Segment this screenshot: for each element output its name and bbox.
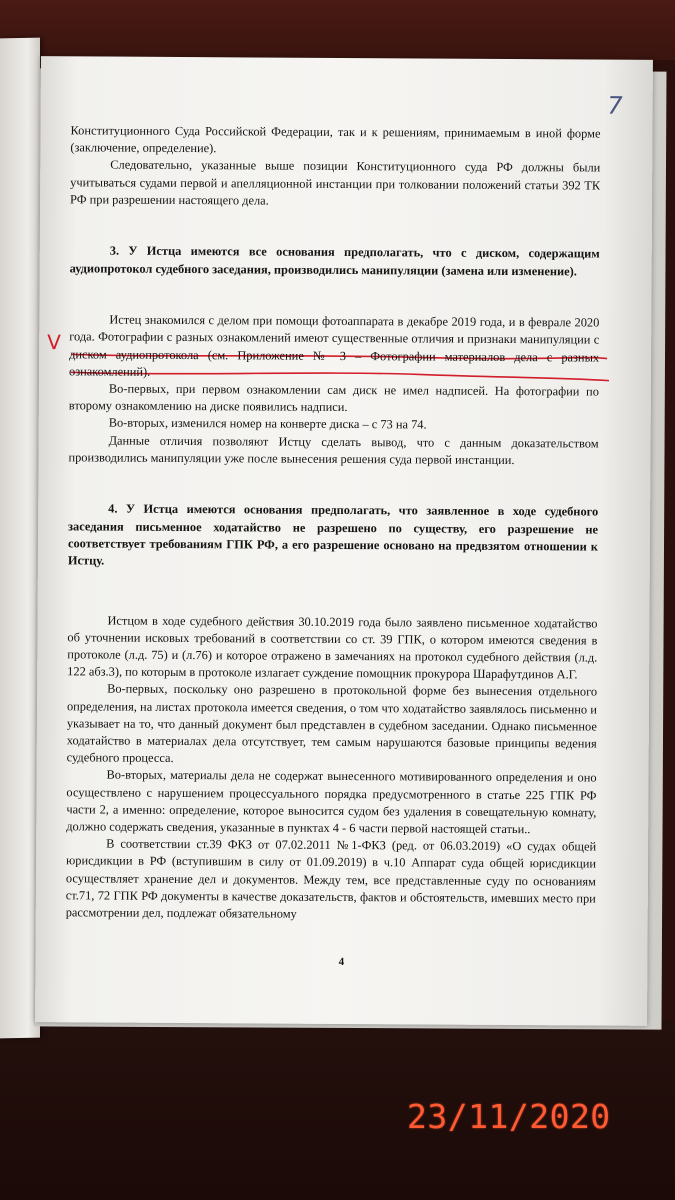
paragraph-continuation: Конституционного Суда Российской Федерации, так и к решениям, принимаемым в иной форме (заключение, определение). bbox=[70, 123, 601, 156]
page-number: 4 bbox=[338, 955, 345, 969]
paragraph-photos-text: Истец знакомился с делом при помощи фотоаппарата в декабре 2019 года, и в феврале 2020 года. Фотографии с разных ознакомлений имеют существенные отличия и bbox=[69, 312, 600, 347]
paragraph-motion: Истцом в ходе судебного действия 30.10.2019 года было заявлено письменное ходатайство об уточнении исковых требований в соответствии со ст. 39 ГПК, о котором имеются сведения в протоколе (л.д. 75) и (л.76) и которое отражено в замечаниях на протокол судебного действия (л.д. 122 абз.3), по которым в протоколе излагает суждение помощник прокурора Шарафутдинов А.Г. bbox=[67, 613, 598, 682]
background-top bbox=[0, 0, 675, 60]
paragraph-conclusion: Следовательно, указанные выше позиции Конституционного суда РФ должны были учитываться судами первой и апелляционной инстанции при толковании положений статьи 392 ТК РФ при разрешении настоящего дела. bbox=[70, 157, 601, 208]
paragraph-differences: Данные отличия позволяют Истцу сделать вывод, что с данным доказательством производились манипуляции уже после вынесения решения суда первой инстанции. bbox=[68, 433, 599, 467]
paragraph-photos bbox=[69, 312, 599, 384]
underlined-text: признаки манипуляции с диском аудиопротокола (см. Приложение № 3 – Фотографии материалов дела с разных ознакомлений). bbox=[68, 332, 600, 379]
section-heading-3: 3. У Истца имеются все основания предполагать, что с диском, содержащим аудиопротокол судебного заседания, производились манипуляции (замена или изменение). bbox=[69, 243, 600, 279]
paragraph-first-point: Во-первых, при первом ознакомлении сам диск не имел надписей. На фотографии по второму ознакомлению на диске появились надписи. bbox=[68, 381, 599, 415]
paragraph-law-reference: В соответствии ст.39 ФКЗ от 07.02.2011 №1-ФКЗ (ред. от 06.03.2019) «О судах общей юрисдикции в РФ (вступившим в силу от 01.09.2019) в ч.10 Аппарат суда общей юрисдикции осуществляет хранение дел и документов. Между тем, все представленные суду по основаниям ст.71, 72 ГПК РФ документы в качестве доказательств, фактов и обстоятельств, имевших место при рассмотрении дел, подлежат обязательному bbox=[65, 836, 597, 921]
handwritten-page-mark: 7 bbox=[607, 91, 623, 120]
photo-date-stamp: 23/11/2020 bbox=[407, 1097, 611, 1136]
document-page bbox=[35, 56, 653, 1026]
section-heading-4: 4. У Истца имеются основания предполагать, что заявленное в ходе судебного заседания письменное ходатайство не разрешено по существу, его разрешение не соответствует требованиям ГПК РФ, а его разрешение основано на предвзятом отношении к Истцу. bbox=[67, 501, 599, 568]
paragraph-first-motion: Во-первых, поскольку оно разрешено в протокольной форме без вынесения отдельного определения, на листах протокола имеется сведения, о том что ходатайство заявлялось письменно и указывает на то, что данный документ был представлен в судебном заседании. Однако письменное ходатайство в материалах дела отсутствует, тем самым нарушаются базовые принципы ведения судебного процесса. bbox=[66, 681, 598, 766]
paragraph-second-point: Во-вторых, изменился номер на конверте диска – с 73 на 74. bbox=[108, 415, 427, 432]
paragraph-second-motion: Во-вторых, материалы дела не содержат вынесенного мотивированного определения и оно осуществлено с нарушением процессуального порядка предусмотренного в статье 225 ГПК РФ части 2, а именно: определение, которое выносится судом без удаления в совещательную комнату, должно содержать сведения, указанные в пунктах 4 - 6 части первой настоящей статьи.. bbox=[66, 768, 597, 837]
red-check-mark: V bbox=[47, 330, 61, 355]
document-body bbox=[66, 122, 601, 925]
